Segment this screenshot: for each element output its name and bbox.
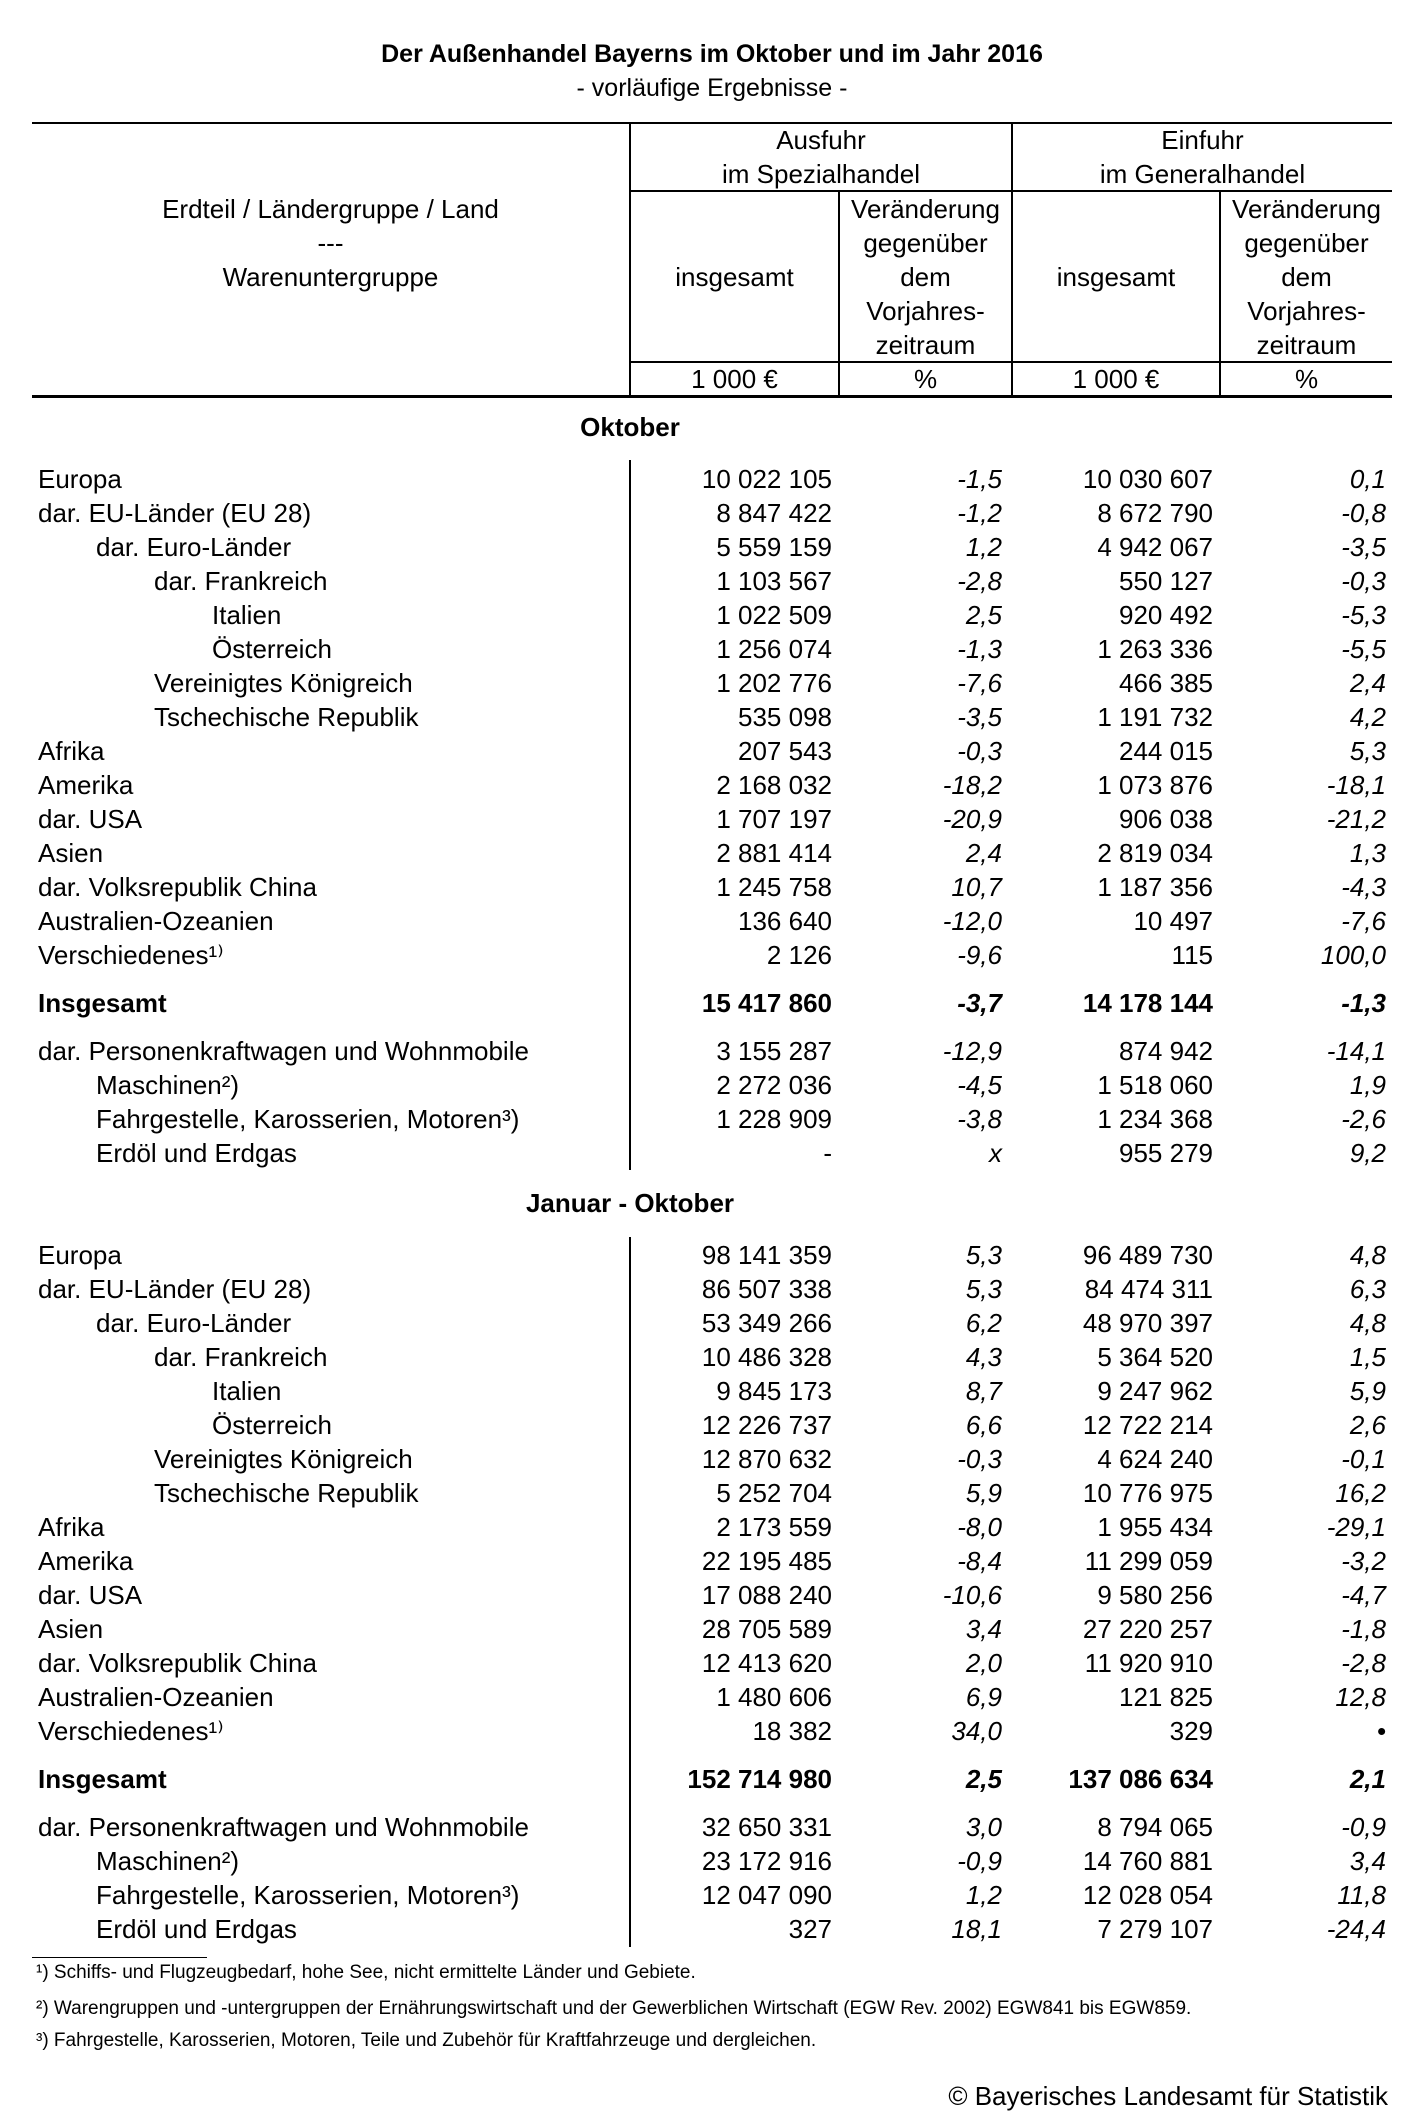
- einfuhr-value: 244 015: [1119, 736, 1213, 766]
- table-row: [0, 1612, 1424, 1646]
- einfuhr-change: -3,5: [1341, 532, 1386, 562]
- ausfuhr-value: 535 098: [738, 702, 832, 732]
- table-row: [0, 1272, 1424, 1306]
- table-row: [0, 1844, 1424, 1878]
- ausfuhr-change: -4,5: [957, 1070, 1002, 1100]
- row-label: Australien-Ozeanien: [38, 906, 274, 936]
- einfuhr-change: 4,2: [1349, 702, 1386, 732]
- table-row: [0, 1102, 1424, 1136]
- table-row: [0, 1680, 1424, 1714]
- ausfuhr-value: 86 507 338: [701, 1274, 832, 1304]
- row-label: dar. Personenkraftwagen und Wohnmobile: [38, 1812, 529, 1842]
- header-ausfuhr-insgesamt: insgesamt: [675, 261, 794, 292]
- ausfuhr-value: 15 417 860: [701, 988, 832, 1018]
- row-label: dar. Personenkraftwagen und Wohnmobile: [38, 1036, 529, 1066]
- einfuhr-value: 1 073 876: [1097, 770, 1213, 800]
- row-label: dar. Volksrepublik China: [38, 1648, 317, 1678]
- page-subtitle: - vorläufige Ergebnisse -: [576, 74, 848, 102]
- ausfuhr-value: 17 088 240: [701, 1580, 832, 1610]
- ausfuhr-value: -: [823, 1138, 832, 1168]
- ausfuhr-change: -1,2: [957, 498, 1002, 528]
- row-label: Afrika: [38, 1512, 105, 1542]
- row-label: Vereinigtes Königreich: [154, 668, 413, 698]
- ausfuhr-change: 1,2: [965, 532, 1002, 562]
- ausfuhr-change: 2,5: [965, 600, 1002, 630]
- ausfuhr-value: 9 845 173: [716, 1376, 832, 1406]
- ausfuhr-change: -7,6: [957, 668, 1002, 698]
- einfuhr-change: 16,2: [1335, 1478, 1386, 1508]
- einfuhr-value: 920 492: [1119, 600, 1213, 630]
- ausfuhr-value: 2 168 032: [716, 770, 832, 800]
- header-ausfuhr-veraenderung: Veränderung gegenüber dem Vorjahres- zeitraum: [851, 193, 1000, 360]
- einfuhr-value: 906 038: [1119, 804, 1213, 834]
- row-label: dar. Volksrepublik China: [38, 872, 317, 902]
- einfuhr-value: 1 187 356: [1097, 872, 1213, 902]
- einfuhr-change: 100,0: [1320, 940, 1386, 970]
- row-label: Asien: [38, 838, 104, 868]
- einfuhr-value: 115: [1171, 940, 1213, 970]
- ausfuhr-value: 23 172 916: [701, 1846, 832, 1876]
- einfuhr-value: 10 030 607: [1082, 464, 1213, 494]
- table-row: [0, 564, 1424, 598]
- ausfuhr-change: -1,3: [957, 634, 1002, 664]
- ausfuhr-value: 12 870 632: [701, 1444, 832, 1474]
- ausfuhr-value: 1 228 909: [716, 1104, 832, 1134]
- ausfuhr-value: 1 245 758: [716, 872, 832, 902]
- ausfuhr-value: 12 413 620: [701, 1648, 832, 1678]
- unit-einfuhr-eur: 1 000 €: [1072, 364, 1160, 394]
- einfuhr-value: 10 776 975: [1082, 1478, 1213, 1508]
- ausfuhr-value: 3 155 287: [716, 1036, 832, 1066]
- einfuhr-change: -4,7: [1341, 1580, 1386, 1610]
- ausfuhr-value: 207 543: [738, 736, 832, 766]
- row-label: Amerika: [38, 770, 134, 800]
- ausfuhr-change: 3,0: [965, 1812, 1002, 1842]
- row-label: dar. USA: [38, 1580, 143, 1610]
- einfuhr-value: 9 247 962: [1097, 1376, 1213, 1406]
- einfuhr-change: -1,8: [1341, 1614, 1386, 1644]
- header-einfuhr: Einfuhr im Generalhandel: [1099, 125, 1306, 189]
- einfuhr-value: 955 279: [1119, 1138, 1213, 1168]
- einfuhr-change: 0,1: [1349, 464, 1386, 494]
- table-row: [0, 1578, 1424, 1612]
- einfuhr-value: 96 489 730: [1082, 1240, 1213, 1270]
- einfuhr-value: 121 825: [1119, 1682, 1213, 1712]
- ausfuhr-change: -3,5: [957, 702, 1002, 732]
- ausfuhr-change: 6,9: [965, 1682, 1002, 1712]
- einfuhr-change: -0,1: [1341, 1444, 1386, 1474]
- table-row: [0, 1340, 1424, 1374]
- table-row: [0, 700, 1424, 734]
- ausfuhr-value: 1 202 776: [716, 668, 832, 698]
- table-row: [0, 1068, 1424, 1102]
- einfuhr-change: 5,9: [1349, 1376, 1386, 1406]
- ausfuhr-value: 5 559 159: [716, 532, 832, 562]
- table-row: [0, 1136, 1424, 1170]
- einfuhr-value: 14 178 144: [1082, 988, 1213, 1018]
- table-row: [0, 1034, 1424, 1068]
- unit-einfuhr-pct: %: [1294, 364, 1319, 394]
- einfuhr-change: -7,6: [1341, 906, 1386, 936]
- table-row: [0, 1646, 1424, 1680]
- ausfuhr-change: -3,8: [957, 1104, 1002, 1134]
- table-row: [0, 870, 1424, 904]
- einfuhr-change: -3,2: [1341, 1546, 1386, 1576]
- section-title: Januar - Oktober: [525, 1188, 735, 1218]
- table-row: [0, 802, 1424, 836]
- table-row: [0, 1714, 1424, 1748]
- table-row: [0, 462, 1424, 496]
- ausfuhr-value: 5 252 704: [716, 1478, 832, 1508]
- ausfuhr-change: 34,0: [951, 1716, 1002, 1746]
- row-label: Erdöl und Erdgas: [96, 1138, 297, 1168]
- ausfuhr-value: 28 705 589: [701, 1614, 832, 1644]
- ausfuhr-value: 1 103 567: [716, 566, 832, 596]
- einfuhr-value: 550 127: [1119, 566, 1213, 596]
- ausfuhr-change: 1,2: [965, 1880, 1002, 1910]
- table-row: [0, 904, 1424, 938]
- einfuhr-change: •: [1376, 1716, 1386, 1746]
- einfuhr-change: 9,2: [1349, 1138, 1386, 1168]
- unit-ausfuhr-pct: %: [913, 364, 938, 394]
- row-label: Europa: [38, 464, 122, 494]
- ausfuhr-value: 327: [788, 1914, 832, 1944]
- einfuhr-change: 6,3: [1349, 1274, 1386, 1304]
- row-label: Tschechische Republik: [154, 1478, 419, 1508]
- einfuhr-change: -5,5: [1341, 634, 1386, 664]
- ausfuhr-change: 2,5: [965, 1764, 1002, 1794]
- einfuhr-value: 137 086 634: [1068, 1764, 1213, 1794]
- ausfuhr-change: 5,3: [965, 1274, 1002, 1304]
- ausfuhr-value: 2 881 414: [716, 838, 832, 868]
- row-label: Italien: [212, 1376, 282, 1406]
- row-label: Maschinen²): [96, 1846, 240, 1876]
- table-row: [0, 666, 1424, 700]
- ausfuhr-value: 10 022 105: [701, 464, 832, 494]
- table-row: [0, 632, 1424, 666]
- row-label: dar. EU-Länder (EU 28): [38, 498, 312, 528]
- einfuhr-change: 4,8: [1349, 1308, 1386, 1338]
- ausfuhr-change: 10,7: [951, 872, 1002, 902]
- table-row: [0, 530, 1424, 564]
- total-row: [0, 1762, 1424, 1796]
- ausfuhr-change: -8,4: [957, 1546, 1002, 1576]
- einfuhr-value: 1 955 434: [1097, 1512, 1213, 1542]
- ausfuhr-change: 5,3: [965, 1240, 1002, 1270]
- einfuhr-value: 1 191 732: [1097, 702, 1213, 732]
- unit-ausfuhr-eur: 1 000 €: [691, 364, 778, 394]
- einfuhr-value: 9 580 256: [1097, 1580, 1213, 1610]
- einfuhr-value: 2 819 034: [1097, 838, 1213, 868]
- einfuhr-change: 11,8: [1337, 1880, 1386, 1910]
- row-label: Österreich: [212, 1410, 332, 1440]
- ausfuhr-value: 10 486 328: [701, 1342, 832, 1372]
- row-label: Italien: [212, 600, 282, 630]
- ausfuhr-value: 53 349 266: [701, 1308, 832, 1338]
- table-row: [0, 1510, 1424, 1544]
- row-label: dar. Frankreich: [154, 1342, 328, 1372]
- einfuhr-value: 1 234 368: [1097, 1104, 1213, 1134]
- table-row: [0, 1476, 1424, 1510]
- einfuhr-change: -24,4: [1326, 1914, 1386, 1944]
- ausfuhr-change: 8,7: [965, 1376, 1002, 1406]
- einfuhr-change: 2,6: [1349, 1410, 1386, 1440]
- ausfuhr-value: 152 714 980: [687, 1764, 832, 1794]
- einfuhr-change: 3,4: [1349, 1846, 1386, 1876]
- ausfuhr-change: -18,2: [942, 770, 1002, 800]
- row-label: dar. Frankreich: [154, 566, 328, 596]
- ausfuhr-change: 5,9: [965, 1478, 1002, 1508]
- ausfuhr-value: 32 650 331: [701, 1812, 832, 1842]
- row-label: Amerika: [38, 1546, 134, 1576]
- footnote-3: ³) Fahrgestelle, Karosserien, Motoren, Teile und Zubehör für Kraftfahrzeuge und dergleichen.: [36, 2030, 817, 2051]
- copyright: © Bayerisches Landesamt für Statistik: [948, 2081, 1388, 2111]
- einfuhr-value: 4 942 067: [1097, 532, 1213, 562]
- ausfuhr-value: 12 047 090: [701, 1880, 832, 1910]
- ausfuhr-value: 8 847 422: [716, 498, 832, 528]
- einfuhr-change: 12,8: [1335, 1682, 1386, 1712]
- ausfuhr-change: 3,4: [965, 1614, 1002, 1644]
- table-row: [0, 1442, 1424, 1476]
- table-row: [0, 598, 1424, 632]
- einfuhr-value: 8 794 065: [1097, 1812, 1213, 1842]
- ausfuhr-change: -12,0: [942, 906, 1002, 936]
- ausfuhr-value: 1 707 197: [716, 804, 832, 834]
- row-label: Fahrgestelle, Karosserien, Motoren³): [96, 1880, 520, 1910]
- header-einfuhr-veraenderung: Veränderung gegenüber dem Vorjahres- zeitraum: [1232, 193, 1381, 360]
- einfuhr-change: -0,8: [1341, 498, 1386, 528]
- table-row: [0, 496, 1424, 530]
- ausfuhr-change: 6,6: [965, 1410, 1002, 1440]
- table-row: [0, 768, 1424, 802]
- einfuhr-value: 10 497: [1133, 906, 1213, 936]
- footnote-rule: [32, 1957, 207, 1958]
- einfuhr-change: -14,1: [1326, 1036, 1386, 1066]
- einfuhr-change: -29,1: [1326, 1512, 1386, 1542]
- ausfuhr-change: -1,5: [957, 464, 1002, 494]
- einfuhr-change: 1,3: [1349, 838, 1386, 868]
- ausfuhr-change: -0,3: [957, 1444, 1002, 1474]
- row-label: Australien-Ozeanien: [38, 1682, 274, 1712]
- einfuhr-change: 4,8: [1349, 1240, 1386, 1270]
- table-row: [0, 1238, 1424, 1272]
- einfuhr-value: 27 220 257: [1082, 1614, 1213, 1644]
- einfuhr-change: -2,6: [1341, 1104, 1386, 1134]
- einfuhr-value: 874 942: [1119, 1036, 1213, 1066]
- einfuhr-change: -4,3: [1341, 872, 1386, 902]
- table-row: [0, 1306, 1424, 1340]
- ausfuhr-change: 2,4: [965, 838, 1002, 868]
- einfuhr-value: 4 624 240: [1097, 1444, 1213, 1474]
- ausfuhr-change: 6,2: [965, 1308, 1002, 1338]
- einfuhr-change: -5,3: [1341, 600, 1386, 630]
- einfuhr-change: 5,3: [1349, 736, 1386, 766]
- ausfuhr-change: -8,0: [957, 1512, 1002, 1542]
- einfuhr-change: -0,3: [1341, 566, 1386, 596]
- ausfuhr-value: 12 226 737: [701, 1410, 832, 1440]
- total-row: [0, 986, 1424, 1020]
- einfuhr-value: 466 385: [1119, 668, 1213, 698]
- row-label: Insgesamt: [38, 1764, 167, 1794]
- row-label: Österreich: [212, 634, 332, 664]
- einfuhr-value: 1 263 336: [1097, 634, 1213, 664]
- einfuhr-value: 12 028 054: [1082, 1880, 1213, 1910]
- einfuhr-value: 48 970 397: [1082, 1308, 1213, 1338]
- einfuhr-value: 329: [1169, 1716, 1213, 1746]
- row-label: Maschinen²): [96, 1070, 240, 1100]
- row-label: Afrika: [38, 736, 105, 766]
- ausfuhr-value: 18 382: [752, 1716, 832, 1746]
- footnote-2: ²) Warengruppen und -untergruppen der Ernährungswirtschaft und der Gewerblichen Wirtschaft (EGW Rev. 2002) EGW841 bis EGW859.: [36, 1998, 1192, 2019]
- row-label: dar. Euro-Länder: [96, 532, 292, 562]
- einfuhr-value: 11 299 059: [1084, 1546, 1213, 1576]
- row-label: Asien: [38, 1614, 104, 1644]
- header-ausfuhr: Ausfuhr im Spezialhandel: [721, 125, 920, 189]
- ausfuhr-value: 1 022 509: [716, 600, 832, 630]
- table-row: [0, 734, 1424, 768]
- footnote-1: ¹) Schiffs- und Flugzeugbedarf, hohe See, nicht ermittelte Länder und Gebiete.: [36, 1962, 696, 1983]
- einfuhr-value: 1 518 060: [1097, 1070, 1213, 1100]
- ausfuhr-change: 18,1: [951, 1914, 1002, 1944]
- ausfuhr-change: -2,8: [957, 566, 1002, 596]
- einfuhr-change: 2,4: [1349, 668, 1386, 698]
- section-title: Oktober: [580, 412, 680, 442]
- row-label: Vereinigtes Königreich: [154, 1444, 413, 1474]
- ausfuhr-value: 98 141 359: [701, 1240, 832, 1270]
- einfuhr-change: -0,9: [1341, 1812, 1386, 1842]
- einfuhr-change: 1,9: [1349, 1070, 1386, 1100]
- table-row: [0, 836, 1424, 870]
- table-row: [0, 1374, 1424, 1408]
- row-label: Tschechische Republik: [154, 702, 419, 732]
- row-label: Verschiedenes¹⁾: [38, 1716, 224, 1746]
- ausfuhr-value: 22 195 485: [701, 1546, 832, 1576]
- header-einfuhr-insgesamt: insgesamt: [1056, 261, 1176, 292]
- table-row: [0, 938, 1424, 972]
- ausfuhr-change: -0,9: [957, 1846, 1002, 1876]
- ausfuhr-change: -12,9: [942, 1036, 1002, 1066]
- ausfuhr-change: x: [989, 1138, 1002, 1168]
- einfuhr-change: -2,8: [1341, 1648, 1386, 1678]
- ausfuhr-change: -9,6: [957, 940, 1002, 970]
- einfuhr-change: -18,1: [1326, 770, 1386, 800]
- header-row-label: Erdteil / Ländergruppe / Land --- Warenuntergruppe: [162, 193, 499, 292]
- einfuhr-value: 5 364 520: [1097, 1342, 1213, 1372]
- row-label: Verschiedenes¹⁾: [38, 940, 224, 970]
- einfuhr-value: 14 760 881: [1082, 1846, 1213, 1876]
- ausfuhr-change: -20,9: [942, 804, 1002, 834]
- table-row: [0, 1544, 1424, 1578]
- einfuhr-change: 2,1: [1349, 1764, 1386, 1794]
- einfuhr-value: 8 672 790: [1097, 498, 1213, 528]
- row-label: dar. USA: [38, 804, 143, 834]
- ausfuhr-value: 1 256 074: [716, 634, 832, 664]
- einfuhr-value: 11 920 910: [1084, 1648, 1213, 1678]
- row-label: dar. EU-Länder (EU 28): [38, 1274, 312, 1304]
- table-row: [0, 1408, 1424, 1442]
- einfuhr-change: -21,2: [1326, 804, 1386, 834]
- ausfuhr-value: 2 272 036: [716, 1070, 832, 1100]
- ausfuhr-change: 2,0: [965, 1648, 1002, 1678]
- ausfuhr-change: -10,6: [942, 1580, 1002, 1610]
- row-label: Erdöl und Erdgas: [96, 1914, 297, 1944]
- row-label: dar. Euro-Länder: [96, 1308, 292, 1338]
- ausfuhr-change: -3,7: [957, 988, 1002, 1018]
- row-label: Europa: [38, 1240, 122, 1270]
- einfuhr-change: 1,5: [1349, 1342, 1386, 1372]
- ausfuhr-change: -0,3: [957, 736, 1002, 766]
- einfuhr-change: -1,3: [1341, 988, 1386, 1018]
- row-label: Insgesamt: [38, 988, 167, 1018]
- einfuhr-value: 7 279 107: [1097, 1914, 1213, 1944]
- ausfuhr-value: 2 126: [766, 940, 832, 970]
- ausfuhr-value: 1 480 606: [716, 1682, 832, 1712]
- row-label: Fahrgestelle, Karosserien, Motoren³): [96, 1104, 520, 1134]
- einfuhr-value: 12 722 214: [1082, 1410, 1213, 1440]
- ausfuhr-value: 136 640: [738, 906, 832, 936]
- ausfuhr-value: 2 173 559: [716, 1512, 832, 1542]
- table-row: [0, 1912, 1424, 1946]
- ausfuhr-change: 4,3: [965, 1342, 1002, 1372]
- table-row: [0, 1878, 1424, 1912]
- einfuhr-value: 84 474 311: [1084, 1274, 1213, 1304]
- page-title: Der Außenhandel Bayerns im Oktober und im Jahr 2016: [381, 40, 1043, 68]
- table-row: [0, 1810, 1424, 1844]
